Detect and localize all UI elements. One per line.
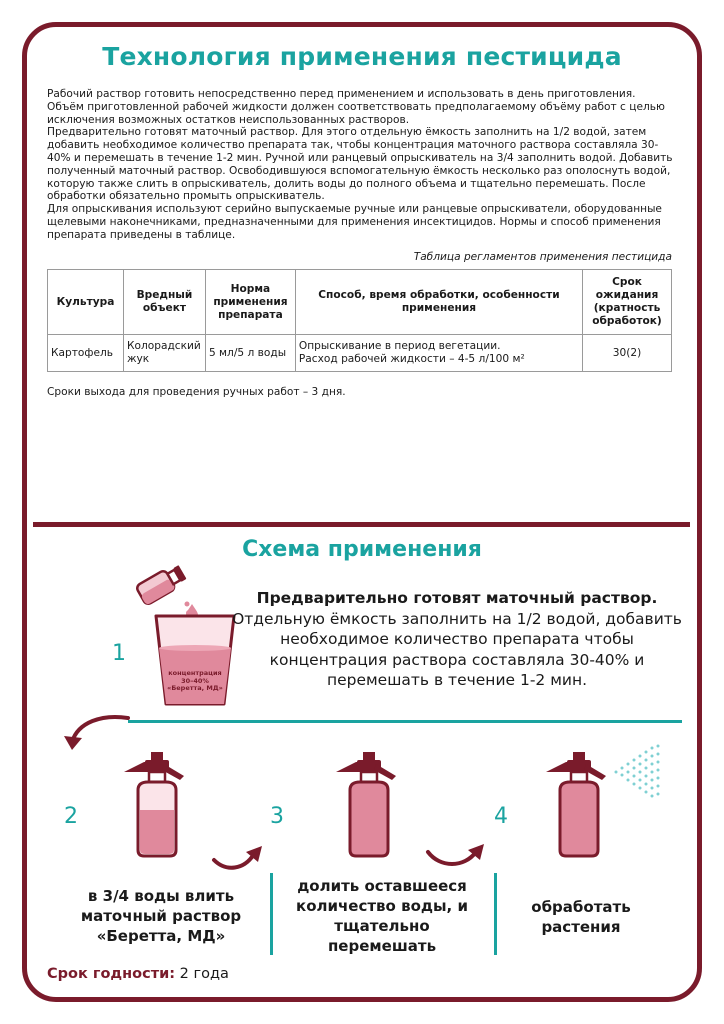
scheme-title: Схема применения	[242, 537, 482, 562]
step2-label: в 3/4 воды влить маточный раствор «Беретта, МД»	[80, 887, 242, 945]
step4-label: обработать растения	[531, 898, 631, 936]
table-header-row	[48, 270, 672, 335]
cell-method-line: Опрыскивание в период вегетации.	[298, 340, 501, 352]
curved-arrow-icon	[62, 712, 132, 752]
shelf-life-value: 2 года	[179, 966, 229, 982]
glass-label-line: концентрация	[168, 669, 222, 677]
step3-label: долить оставшееся количество воды, и тщательно перемешать	[296, 877, 468, 955]
step1-heading: Предварительно готовят маточный раствор.	[256, 589, 658, 607]
col-header-pest: Вредный объект	[123, 270, 205, 335]
cell-rate: 5 мл/5 л воды	[205, 335, 295, 372]
page-title: Технология применения пестицида	[102, 42, 622, 71]
intro-paragraph: Для опрыскивания используют серийно выпускаемые ручные или ранцевые опрыскиватели, оборудованные щелевыми наконечниками, предназначенными для применения инсектицидов. Нормы и способ применения препарата приведены в таблице.	[47, 203, 662, 241]
step1-body: Отдельную ёмкость заполнить на 1/2 водой, добавить необходимое количество препарата чтобы концентрация раствора составляла 30-40% и перемешать в течение 1-2 мин.	[232, 609, 682, 689]
intro-paragraph: Рабочий раствор готовить непосредственно перед применением и использовать в день приготовления. Объём приготовленной рабочей жидкости должен соответствовать предполагаемому объёму работ с целью исключения возможных остатков неиспользованных растворов.	[47, 88, 665, 126]
col-header-rate: Норма применения препарата	[205, 270, 295, 335]
intro-paragraph: Предварительно готовят маточный раствор. Для этого отдельную ёмкость заполнить на 1/2 водой, затем добавить необходимое количество препарата так, чтобы концентрация маточного раствора составляла 30-40% и перемешать в течение 1-2 мин. Ручной или ранцевый опрыскиватель на 3/4 заполнить водой. Добавить полученный маточный раствор. Освободившуюся вспомогательную ёмкость несколько раз ополоснуть водой, которую также слить в опрыскиватель, долить воды до полного объема и тщательно перемешать. После обработки обязательно промыть опрыскиватель.	[47, 126, 673, 203]
column-separator	[270, 873, 273, 955]
col-header-crop: Культура	[48, 270, 124, 335]
cell-method-line: Расход рабочей жидкости – 4-5 л/100 м²	[298, 353, 525, 365]
sprayer-full-icon	[330, 750, 410, 860]
curved-arrow-icon	[210, 840, 266, 874]
curved-arrow-icon	[424, 838, 488, 872]
table-row	[48, 335, 672, 372]
shelf-life	[47, 966, 229, 982]
step-number: 2	[64, 804, 78, 829]
regulations-table	[47, 269, 672, 372]
step-number: 3	[270, 804, 284, 829]
sprayer-partial-icon	[118, 750, 198, 860]
cell-wait: 30(2)	[583, 335, 672, 372]
cell-pest: Колорадский жук	[123, 335, 205, 372]
step-separator-line	[128, 720, 682, 723]
column-separator	[494, 873, 497, 955]
mixing-glass-icon	[150, 608, 240, 708]
step-number: 4	[494, 804, 508, 829]
step-number: 1	[112, 641, 126, 666]
glass-label-line: 30–40%	[181, 676, 209, 685]
sprayer-spraying-icon	[540, 742, 670, 860]
col-header-wait: Срок ожидания (кратность обработок)	[583, 270, 672, 335]
step1-description	[232, 588, 682, 691]
cell-crop: Картофель	[48, 335, 124, 372]
col-header-method: Способ, время обработки, особенности применения	[295, 270, 582, 335]
glass-label	[163, 670, 227, 693]
shelf-life-key: Срок годности:	[47, 966, 176, 982]
section-divider	[33, 522, 690, 527]
intro-text	[47, 88, 675, 242]
work-exit-note: Сроки выхода для проведения ручных работ – 3 дня.	[47, 386, 346, 398]
glass-label-line: «Беретта, МД»	[167, 684, 223, 692]
cell-method	[295, 335, 582, 372]
table-caption: Таблица регламентов применения пестицида	[413, 251, 672, 263]
